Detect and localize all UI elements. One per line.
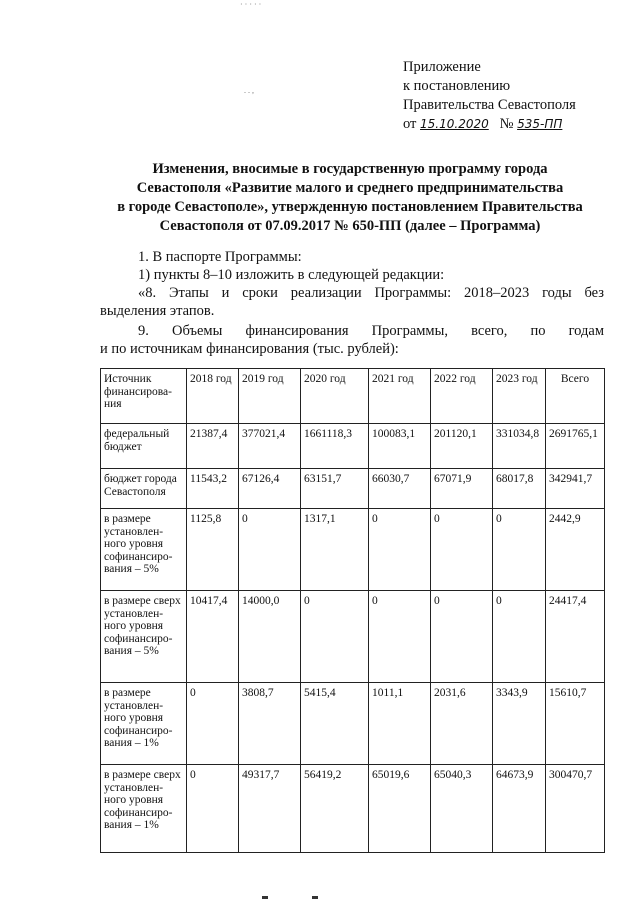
from-label: от <box>403 116 417 132</box>
scan-mark: . . , <box>244 86 254 95</box>
cell-value: 0 <box>187 765 239 853</box>
scan-mark: · · · · · <box>240 0 262 9</box>
appendix-block <box>403 58 576 134</box>
cell-value: 377021,4 <box>239 424 301 469</box>
cell-value: 1661118,3 <box>301 424 369 469</box>
cell-value: 11543,2 <box>187 469 239 509</box>
cell-value: 68017,8 <box>493 469 546 509</box>
scan-mark <box>262 894 322 900</box>
decree-number: 535-ПП <box>517 117 563 131</box>
cell-value: 0 <box>431 591 493 683</box>
cell-value: 201120,1 <box>431 424 493 469</box>
cell-value: 2691765,1 <box>546 424 605 469</box>
cell-value: 331034,8 <box>493 424 546 469</box>
financing-table <box>100 368 605 853</box>
cell-value: 1317,1 <box>301 509 369 591</box>
paragraph-4: 9. Объемы финансирования Программы, всего, по годам <box>138 323 604 339</box>
header-year: 2023 год <box>493 369 546 424</box>
cell-value: 65019,6 <box>369 765 431 853</box>
appendix-date-line <box>403 115 576 134</box>
cell-value: 100083,1 <box>369 424 431 469</box>
paragraph-3-cont: выделения этапов. <box>100 303 215 319</box>
cell-value: 66030,7 <box>369 469 431 509</box>
header-year: 2020 год <box>301 369 369 424</box>
row-label: в размере сверх установлен-ного уровня софинансиро-вания – 5% <box>101 591 187 683</box>
cell-value: 67071,9 <box>431 469 493 509</box>
row-label: бюджет города Севастополя <box>101 469 187 509</box>
cell-value: 0 <box>369 591 431 683</box>
title-line: в городе Севастополе», утвержденную постановлением Правительства <box>117 199 583 215</box>
document-title <box>70 160 630 236</box>
cell-value: 10417,4 <box>187 591 239 683</box>
cell-value: 2031,6 <box>431 683 493 765</box>
cell-value: 24417,4 <box>546 591 605 683</box>
table-row <box>101 424 605 469</box>
cell-value: 2442,9 <box>546 509 605 591</box>
cell-value: 1125,8 <box>187 509 239 591</box>
header-year: 2018 год <box>187 369 239 424</box>
cell-value: 56419,2 <box>301 765 369 853</box>
cell-value: 0 <box>239 509 301 591</box>
cell-value: 0 <box>301 591 369 683</box>
header-source: Источник финансирова-ния <box>101 369 187 424</box>
table-row <box>101 683 605 765</box>
cell-value: 63151,7 <box>301 469 369 509</box>
cell-value: 0 <box>493 509 546 591</box>
cell-value: 300470,7 <box>546 765 605 853</box>
paragraph-3: «8. Этапы и сроки реализации Программы: 2018–2023 годы без <box>138 285 604 301</box>
cell-value: 0 <box>431 509 493 591</box>
header-total: Всего <box>546 369 605 424</box>
cell-value: 3343,9 <box>493 683 546 765</box>
table-row <box>101 509 605 591</box>
title-line: Севастополя от 07.09.2017 № 650-ПП (далее – Программа) <box>159 218 541 234</box>
cell-value: 49317,7 <box>239 765 301 853</box>
table-row <box>101 469 605 509</box>
cell-value: 65040,3 <box>431 765 493 853</box>
cell-value: 64673,9 <box>493 765 546 853</box>
number-label: № <box>499 116 514 132</box>
row-label: в размере установлен-ного уровня софинансиро-вания – 5% <box>101 509 187 591</box>
row-label: федеральный бюджет <box>101 424 187 469</box>
cell-value: 0 <box>493 591 546 683</box>
cell-value: 1011,1 <box>369 683 431 765</box>
header-year: 2022 год <box>431 369 493 424</box>
cell-value: 5415,4 <box>301 683 369 765</box>
title-line: Севастополя «Развитие малого и среднего предпринимательства <box>136 180 564 196</box>
table-header-row <box>101 369 605 424</box>
header-year: 2019 год <box>239 369 301 424</box>
title-line: Изменения, вносимые в государственную программу города <box>152 161 548 177</box>
cell-value: 15610,7 <box>546 683 605 765</box>
paragraph-2: 1) пункты 8–10 изложить в следующей редакции: <box>138 267 445 283</box>
cell-value: 14000,0 <box>239 591 301 683</box>
cell-value: 0 <box>369 509 431 591</box>
appendix-line: Приложение <box>403 59 481 75</box>
cell-value: 342941,7 <box>546 469 605 509</box>
table-row <box>101 591 605 683</box>
cell-value: 21387,4 <box>187 424 239 469</box>
cell-value: 67126,4 <box>239 469 301 509</box>
table-row <box>101 765 605 853</box>
appendix-line: к постановлению <box>403 78 511 94</box>
decree-date: 15.10.2020 <box>420 117 489 131</box>
appendix-line: Правительства Севастополя <box>403 97 576 113</box>
row-label: в размере установлен-ного уровня софинансиро-вания – 1% <box>101 683 187 765</box>
row-label: в размере сверх установлен-ного уровня софинансиро-вания – 1% <box>101 765 187 853</box>
cell-value: 0 <box>187 683 239 765</box>
cell-value: 3808,7 <box>239 683 301 765</box>
header-year: 2021 год <box>369 369 431 424</box>
paragraph-4-cont: и по источникам финансирования (тыс. рублей): <box>100 341 399 357</box>
paragraph-1: 1. В паспорте Программы: <box>138 249 302 265</box>
